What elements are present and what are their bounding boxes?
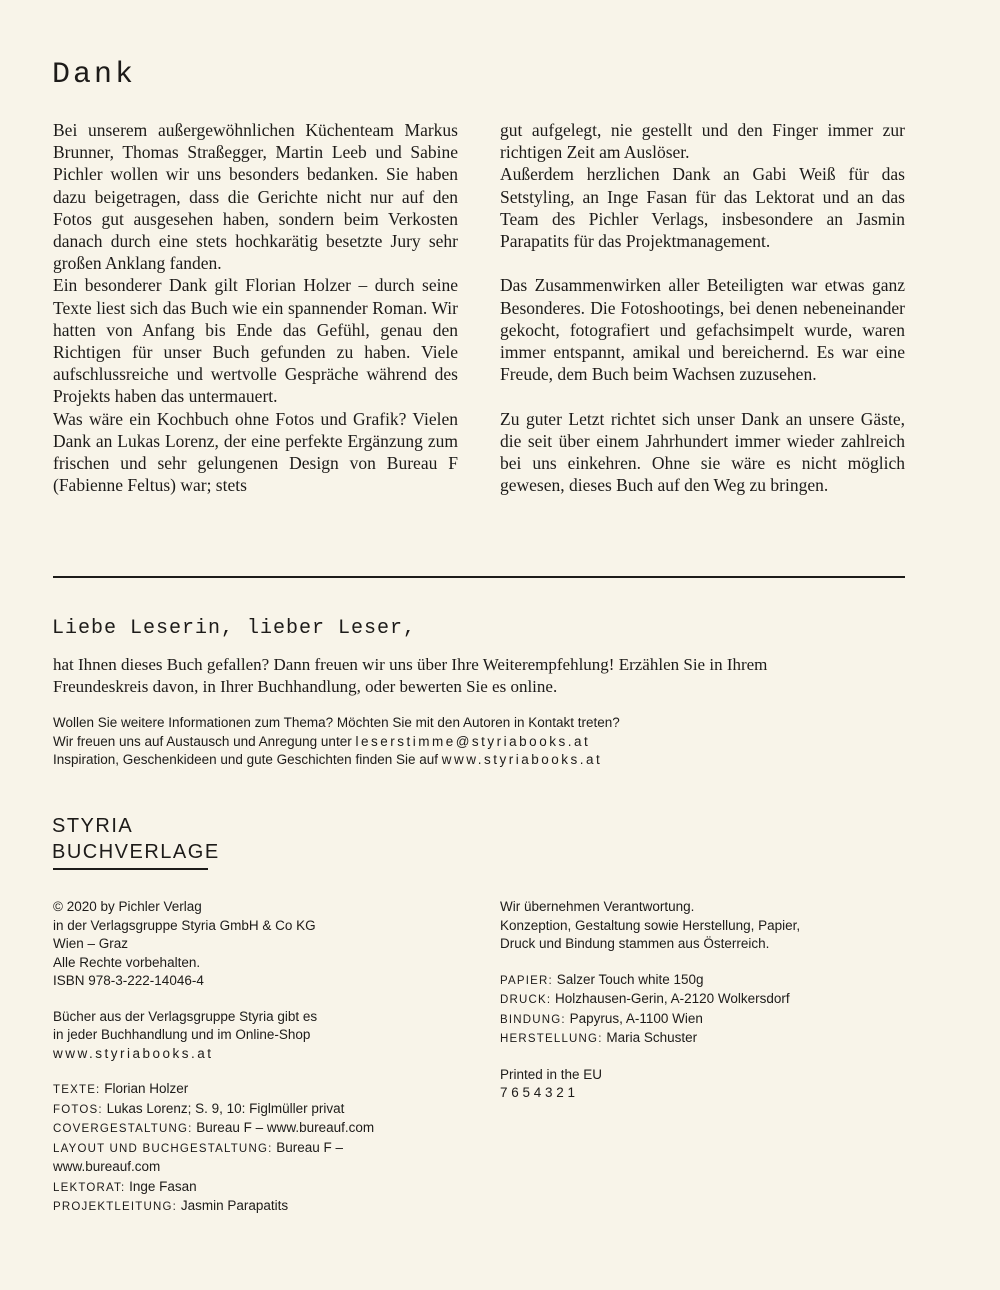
credit-value: Florian Holzer bbox=[100, 1081, 189, 1096]
credit-line bbox=[53, 1158, 463, 1178]
credit-label: LAYOUT UND BUCHGESTALTUNG: bbox=[53, 1142, 273, 1155]
shop-url-link[interactable]: www.styriabooks.at bbox=[53, 1045, 214, 1061]
section-divider bbox=[53, 576, 905, 578]
credit-label: PROJEKTLEITUNG: bbox=[53, 1201, 178, 1213]
dank-paragraph-2: Ein besonderer Dank gilt Florian Holzer – durch seine Texte liest sich das Buch wie ein spannender Roman. Wir hatten von Anfang bis Ende das Gefühl, genau den Richtigen für unser Buch gefunden zu haben. Viele aufschlussreiche und wertvolle Gespräche während des Projekts haben das untermauert. bbox=[53, 275, 458, 407]
production-line bbox=[500, 1029, 910, 1049]
production-block bbox=[500, 971, 910, 1049]
publisher-logo bbox=[52, 813, 220, 865]
credit-value: Lukas Lorenz; S. 9, 10: Figlmüller privat bbox=[102, 1100, 345, 1116]
credit-line bbox=[53, 1080, 463, 1100]
production-value: Maria Schuster bbox=[602, 1030, 698, 1045]
contact-info bbox=[53, 714, 620, 770]
credit-value: Bureau F – bbox=[272, 1139, 344, 1155]
imprint-left bbox=[53, 898, 463, 1217]
printed-in: Printed in the EU bbox=[500, 1066, 603, 1082]
copyright-line: © 2020 by Pichler Verlag bbox=[53, 899, 202, 914]
production-value: Holzhausen-Gerin, A-2120 Wolkersdorf bbox=[551, 991, 790, 1006]
copyright-block bbox=[53, 898, 463, 991]
dank-column-right bbox=[500, 119, 905, 496]
credit-line bbox=[53, 1178, 463, 1198]
info-line-1: Wollen Sie weitere Informationen zum Thema? Möchten Sie mit den Autoren in Kontakt treten? bbox=[53, 715, 620, 730]
credit-value: www.bureauf.com bbox=[53, 1159, 161, 1174]
credit-line bbox=[53, 1100, 463, 1120]
credit-line bbox=[53, 1197, 463, 1217]
responsibility-line: Druck und Bindung stammen aus Österreich. bbox=[500, 936, 770, 951]
print-block bbox=[500, 1066, 910, 1103]
credit-label: FOTOS: bbox=[53, 1103, 103, 1116]
credit-label: TEXTE: bbox=[53, 1084, 101, 1096]
info-line-2-text: Wir freuen uns auf Austausch und Anregung unter bbox=[53, 733, 356, 749]
credits-block bbox=[53, 1080, 463, 1217]
dank-paragraph-4: gut aufgelegt, nie gestellt und den Finger immer zur richtigen Zeit am Auslöser. bbox=[500, 120, 905, 163]
production-label: PAPIER: bbox=[500, 974, 553, 987]
production-value: Salzer Touch white 150g bbox=[552, 971, 704, 987]
reader-greeting: Liebe Leserin, lieber Leser, bbox=[52, 617, 417, 640]
dank-paragraph-7: Zu guter Letzt richtet sich unser Dank an unsere Gäste, die seit über einem Jahrhundert immer wieder zahlreich bei uns einkehren. Ohne sie wäre es nicht möglich gewesen, dieses Buch auf den Weg zu bringen. bbox=[500, 408, 905, 496]
production-line bbox=[500, 1010, 910, 1030]
dank-paragraph-5: Außerdem herzlichen Dank an Gabi Weiß für das Setstyling, an Inge Fasan für das Lektorat und an das Team des Pichler Verlags, insbesondere an Jasmin Parapatits für das Projektmanagement. bbox=[500, 164, 905, 252]
email-link[interactable]: leserstimme@styriabooks.at bbox=[355, 733, 591, 749]
print-numbers: 7 6 5 4 3 2 1 bbox=[500, 1085, 576, 1100]
shop-line: Bücher aus der Verlagsgruppe Styria gibt es bbox=[53, 1008, 318, 1024]
logo-line-1: STYRIA bbox=[52, 815, 134, 837]
page-title: Dank bbox=[52, 58, 137, 92]
info-line-3-text: Inspiration, Geschenkideen und gute Geschichten finden Sie auf bbox=[53, 752, 442, 767]
credit-label: COVERGESTALTUNG: bbox=[53, 1123, 193, 1135]
website-link[interactable]: www.styriabooks.at bbox=[441, 752, 603, 767]
copyright-line: Wien – Graz bbox=[53, 936, 129, 951]
responsibility-line: Konzeption, Gestaltung sowie Herstellung, Papier, bbox=[500, 917, 801, 933]
copyright-line: Alle Rechte vorbehalten. bbox=[53, 954, 201, 970]
credit-line bbox=[53, 1139, 463, 1159]
imprint-right bbox=[500, 898, 910, 1103]
production-line bbox=[500, 990, 910, 1010]
credit-label: LEKTORAT: bbox=[53, 1181, 126, 1194]
credit-value: Bureau F – www.bureauf.com bbox=[192, 1120, 375, 1135]
credit-value: Inge Fasan bbox=[125, 1178, 197, 1194]
logo-line-2: BUCHVERLAGE bbox=[52, 841, 220, 863]
credit-line bbox=[53, 1119, 463, 1139]
info-line-3 bbox=[53, 751, 620, 770]
production-label: HERSTELLUNG: bbox=[500, 1033, 603, 1045]
shop-line: in jeder Buchhandlung und im Online-Shop bbox=[53, 1027, 311, 1042]
dank-paragraph-6: Das Zusammenwirken aller Beteiligten war etwas ganz Besonderes. Die Fotoshootings, bei denen nebeneinander gekocht, fotografiert und gefachsimpelt wurde, waren immer entspannt, amikal und bereichernd. Es war eine Freude, dem Buch beim Wachsen zuzusehen. bbox=[500, 275, 905, 385]
responsibility-line: Wir übernehmen Verantwortung. bbox=[500, 899, 695, 914]
copyright-line: in der Verlagsgruppe Styria GmbH & Co KG bbox=[53, 917, 316, 933]
dank-paragraph-3: Was wäre ein Kochbuch ohne Fotos und Grafik? Vielen Dank an Lukas Lorenz, der eine perfekte Ergänzung zum frischen und sehr gelungenen Design von Bureau F (Fabienne Feltus) war; stets bbox=[53, 408, 458, 496]
production-label: DRUCK: bbox=[500, 994, 552, 1006]
dank-paragraph-1: Bei unserem außergewöhnlichen Küchenteam Markus Brunner, Thomas Straßegger, Martin Leeb und Sabine Pichler wollen wir uns besonders bedanken. Sie haben dazu beigetragen, dass die Gerichte nicht nur auf den Fotos gut ausgesehen haben, sondern beim Verkosten danach durch eine stets hochkarätig besetzte Jury sehr großen Anklang fanden. bbox=[53, 120, 458, 274]
production-line bbox=[500, 971, 910, 991]
shop-block bbox=[53, 1008, 463, 1064]
dank-column-left bbox=[53, 119, 458, 496]
info-line-2 bbox=[53, 733, 620, 752]
reader-text: hat Ihnen dieses Buch gefallen? Dann freuen wir uns über Ihre Weiterempfehlung! Erzählen Sie in Ihrem Freundeskreis davon, in Ihrer Buchhandlung, oder bewerten Sie es online. bbox=[53, 655, 768, 696]
credit-value: Jasmin Parapatits bbox=[177, 1198, 289, 1213]
logo-underline bbox=[53, 868, 208, 870]
responsibility-block bbox=[500, 898, 910, 954]
isbn: ISBN 978-3-222-14046-4 bbox=[53, 973, 204, 988]
production-label: BINDUNG: bbox=[500, 1013, 566, 1026]
production-value: Papyrus, A-1100 Wien bbox=[565, 1010, 703, 1026]
